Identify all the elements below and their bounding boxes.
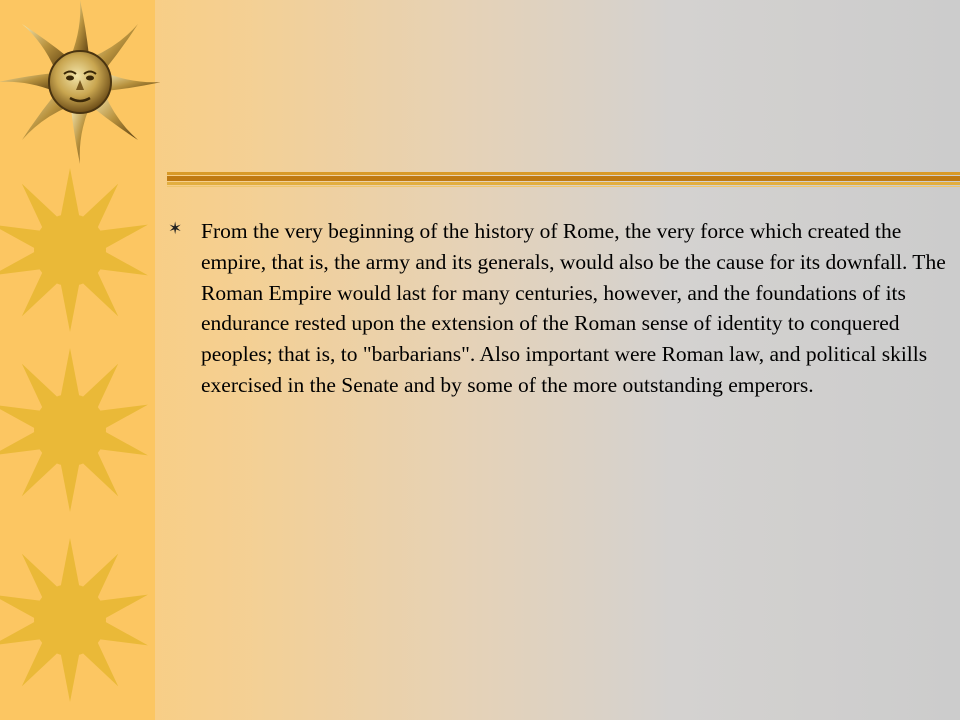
sun-ray xyxy=(71,108,89,164)
yellow-sun-icon xyxy=(0,345,160,515)
sun-ray xyxy=(60,348,80,400)
sun-ray xyxy=(60,460,80,512)
title-divider-line xyxy=(167,176,960,181)
sun-ray xyxy=(60,650,80,702)
sun-ray xyxy=(60,168,80,220)
sun-ray xyxy=(106,73,160,91)
title-divider-line xyxy=(167,172,960,175)
sun-ray xyxy=(0,73,54,91)
title-divider-line xyxy=(167,186,960,187)
slide-body xyxy=(168,216,946,401)
sun-ray xyxy=(71,0,89,56)
asterisk-bullet-icon: ✶ xyxy=(168,219,183,239)
yellow-sun-icon xyxy=(0,165,160,335)
bronze-sun-face-icon xyxy=(0,0,160,165)
bullet-item xyxy=(168,216,946,401)
yellow-sun-icon xyxy=(0,525,160,720)
bullet-text: From the very beginning of the history of Rome, the very force which created the empire, that is, the army and its generals, would also be the cause for its downfall. The Roman Empire would last for many centuries, however, and the foundations of its endurance rested upon the extension of the Roman sense of identity to conquered peoples; that is, to "barbarians". Also important were Roman law, and political skills exercised in the Senate and by some of the more outstanding emperors. xyxy=(201,219,946,397)
sun-ray xyxy=(60,280,80,332)
sun-ray xyxy=(60,538,80,590)
title-divider-line xyxy=(167,182,960,185)
